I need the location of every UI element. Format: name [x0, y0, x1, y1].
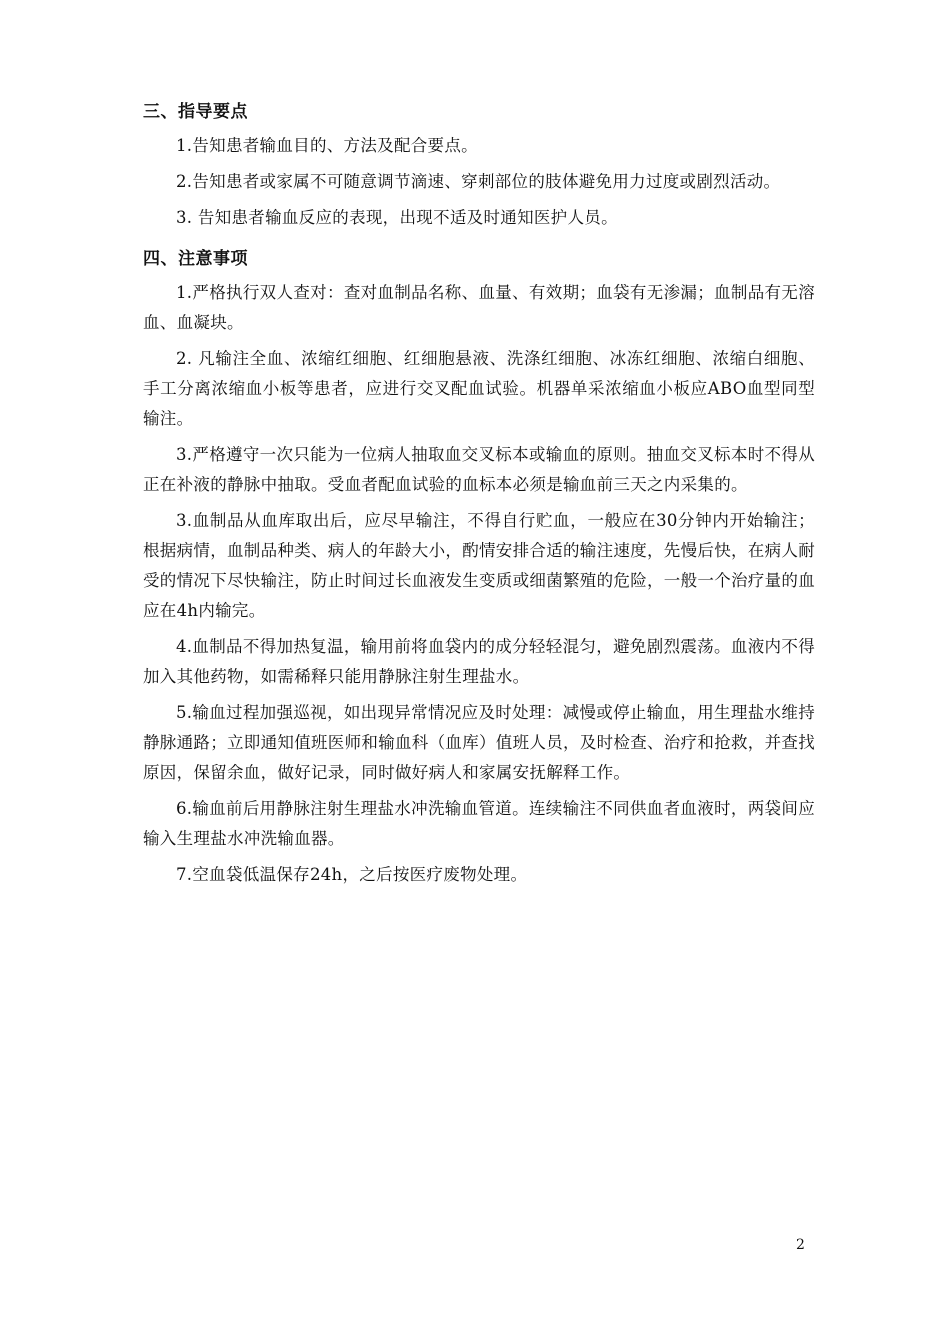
paragraph: 7.空血袋低温保存24h，之后按医疗废物处理。: [176, 865, 528, 884]
section-heading: 三、指导要点: [143, 102, 248, 122]
paragraph: 3. 告知患者输血反应的表现，出现不适及时通知医护人员。: [176, 208, 618, 227]
paragraph: 2. 凡输注全血、浓缩红细胞、红细胞悬液、洗涤红细胞、冰冻红细胞、浓缩白细胞、手工分离浓缩血小板等患者，应进行交叉配血试验。机器单采浓缩血小板应ABO血型同型输注。: [143, 349, 815, 428]
paragraph: 5.输血过程加强巡视，如出现异常情况应及时处理：减慢或停止输血，用生理盐水维持静脉通路；立即通知值班医师和输血科（血库）值班人员，及时检查、治疗和抢救，并查找原因，保留余血，做好记录，同时做好病人和家属安抚解释工作。: [143, 703, 815, 782]
document-page: [143, 96, 815, 900]
page-number: 2: [796, 1237, 805, 1253]
section-precautions: [143, 243, 815, 890]
paragraph: 1.严格执行双人查对：查对血制品名称、血量、有效期；血袋有无渗漏；血制品有无溶血、血凝块。: [143, 283, 815, 332]
section-guidance-points: [143, 96, 815, 233]
paragraph: 2.告知患者或家属不可随意调节滴速、穿刺部位的肢体避免用力过度或剧烈活动。: [176, 172, 781, 191]
paragraph: 6.输血前后用静脉注射生理盐水冲洗输血管道。连续输注不同供血者血液时，两袋间应输入生理盐水冲洗输血器。: [143, 799, 815, 848]
paragraph: 3.血制品从血库取出后，应尽早输注，不得自行贮血，一般应在30分钟内开始输注；根据病情，血制品种类、病人的年龄大小，酌情安排合适的输注速度，先慢后快，在病人耐受的情况下尽快输注，防止时间过长血液发生变质或细菌繁殖的危险，一般一个治疗量的血应在4h内输完。: [143, 511, 815, 620]
paragraph: 4.血制品不得加热复温，输用前将血袋内的成分轻轻混匀，避免剧烈震荡。血液内不得加入其他药物，如需稀释只能用静脉注射生理盐水。: [143, 637, 815, 686]
paragraph: 3.严格遵守一次只能为一位病人抽取血交叉标本或输血的原则。抽血交叉标本时不得从正在补液的静脉中抽取。受血者配血试验的血标本必须是输血前三天之内采集的。: [143, 445, 815, 494]
section-heading: 四、注意事项: [143, 249, 248, 269]
paragraph: 1.告知患者输血目的、方法及配合要点。: [176, 136, 478, 155]
